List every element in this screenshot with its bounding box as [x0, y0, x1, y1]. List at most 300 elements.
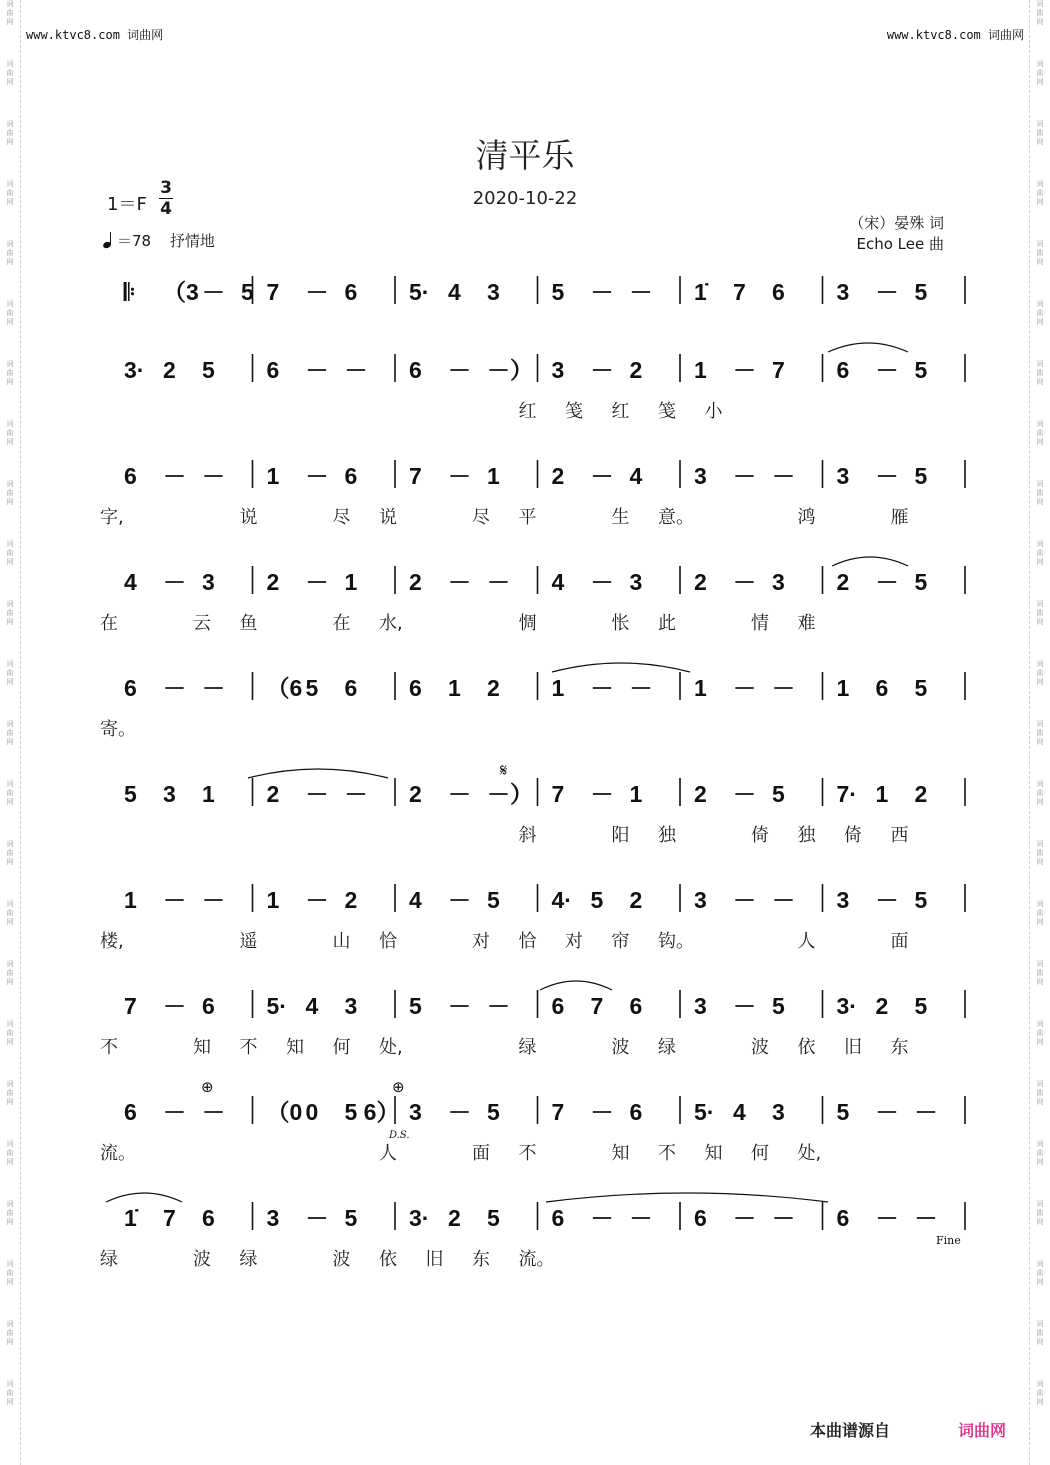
lyric-syllable: 不 — [100, 1037, 118, 1058]
jianpu-note: 7 — [551, 1099, 565, 1125]
slur-arc — [828, 343, 908, 352]
watermark-mark: 词 曲 网 — [1036, 420, 1044, 446]
jianpu-note: 4 — [409, 887, 422, 913]
jianpu-note: 2 — [875, 993, 889, 1019]
lyric-syllable: 惆 — [518, 613, 537, 634]
watermark-mark: 词 曲 网 — [6, 120, 14, 146]
watermark-mark: 词 曲 网 — [6, 660, 14, 686]
watermark-mark: 词 曲 网 — [1036, 0, 1044, 26]
composer-credit: Echo Lee 曲 — [856, 235, 944, 253]
jianpu-note: 1 — [551, 675, 565, 701]
watermark-mark: 词 曲 网 — [6, 300, 14, 326]
jianpu-note: 5 — [487, 887, 500, 913]
jianpu-note: 2 — [266, 781, 280, 807]
jianpu-note: 2 — [448, 1205, 461, 1231]
jianpu-note: 1 — [694, 675, 707, 701]
lyricist-credit: （宋）晏殊 词 — [849, 214, 944, 232]
jianpu-note: 6 — [344, 675, 358, 701]
jianpu-note: 7 — [551, 781, 565, 807]
lyric-syllable: 绿 — [518, 1037, 537, 1058]
jianpu-note: 3 — [629, 569, 643, 595]
watermark-mark: 词 曲 网 — [6, 1080, 14, 1106]
jianpu-note: － — [629, 675, 653, 701]
jianpu-note: 𝄆 — [124, 279, 136, 305]
lyric-syllable: 在 — [332, 613, 351, 634]
key-signature: 1＝F — [107, 194, 147, 215]
lyric-syllable: 钩。 — [658, 931, 694, 952]
watermark-mark: 词 曲 网 — [1036, 1260, 1044, 1286]
lyric-syllable: 倚 — [751, 825, 769, 846]
jianpu-note: 6 — [202, 1205, 215, 1231]
footer-source-label: 本曲谱源自 — [810, 1421, 891, 1440]
jianpu-note: － — [590, 675, 614, 701]
jianpu-note: 5 — [202, 357, 215, 383]
jianpu-note: 3 — [694, 887, 707, 913]
lyric-syllable: 面 — [472, 1143, 490, 1164]
watermark-mark: 词 曲 网 — [6, 1320, 14, 1346]
coda-sign: ⊕ — [392, 1078, 405, 1096]
jianpu-note: － — [305, 569, 329, 595]
watermark-mark: 词 曲 网 — [6, 1200, 14, 1226]
jianpu-note: － — [733, 887, 756, 913]
watermark-mark: 词 曲 网 — [6, 240, 14, 266]
jianpu-note: 6 — [875, 675, 889, 701]
watermark-mark: 词 曲 网 — [1036, 600, 1044, 626]
jianpu-note: 2 — [344, 887, 358, 913]
jianpu-note: 1 — [344, 569, 358, 595]
jianpu-note: 3 — [487, 279, 500, 305]
jianpu-note: － — [448, 887, 471, 913]
jianpu-note: － — [772, 675, 795, 701]
lyric-syllable: 波 — [751, 1037, 769, 1058]
jianpu-note: － — [202, 463, 225, 489]
jianpu-note: 1 — [694, 357, 707, 383]
watermark-mark: 词 曲 网 — [6, 360, 14, 386]
jianpu-note: 6 — [409, 675, 422, 701]
lyric-syllable: 东 — [890, 1037, 909, 1058]
watermark-mark: 词 曲 网 — [6, 480, 14, 506]
jianpu-note: 3 — [344, 993, 358, 1019]
jianpu-note: － — [202, 279, 225, 305]
tempo-value: ＝78 — [117, 232, 152, 250]
jianpu-note: － — [344, 357, 368, 383]
lyric-syllable: 恰 — [518, 931, 537, 952]
jianpu-note: 3 — [836, 463, 850, 489]
jianpu-note: － — [875, 887, 899, 913]
jianpu-note: 3 — [772, 569, 785, 595]
jianpu-note: 3· — [836, 993, 857, 1019]
coda-sign: ⊕ — [201, 1078, 214, 1096]
slur-arc — [832, 557, 908, 566]
lyric-syllable: 在 — [100, 613, 118, 634]
lyric-syllable: 波 — [332, 1249, 351, 1270]
jianpu-note: 3 — [694, 463, 707, 489]
jianpu-note: － — [733, 357, 756, 383]
lyric-syllable: 云 — [193, 613, 211, 634]
jianpu-note: 5 — [914, 463, 928, 489]
jianpu-note: 2 — [629, 357, 643, 383]
lyric-syllable: 情 — [751, 613, 769, 634]
jianpu-note: 2 — [487, 675, 500, 701]
lyric-syllable: 何 — [332, 1037, 351, 1058]
jianpu-note: 1̇ — [124, 1205, 137, 1231]
jianpu-note: 7 — [409, 463, 422, 489]
lyric-syllable: 独 — [658, 825, 676, 846]
watermark-mark: 词 曲 网 — [6, 60, 14, 86]
jianpu-note: － — [305, 887, 329, 913]
lyric-syllable: 不 — [239, 1037, 258, 1058]
lyric-syllable: 生 — [611, 507, 630, 528]
lyric-syllable: 说 — [239, 507, 258, 528]
lyric-syllable: 人 — [379, 1143, 397, 1164]
watermark-mark: 词 曲 网 — [6, 960, 14, 986]
song-title: 清平乐 — [475, 136, 575, 175]
lyric-syllable: 西 — [890, 825, 909, 846]
jianpu-note: 6 — [836, 357, 850, 383]
jianpu-note: 0 — [305, 1099, 319, 1125]
jianpu-note: － — [733, 781, 756, 807]
lyric-syllable: 遥 — [239, 931, 258, 952]
watermark-mark: 词 曲 网 — [1036, 1020, 1044, 1046]
fine-mark: Fine — [936, 1234, 961, 1247]
time-signature-bottom: 4 — [160, 199, 172, 219]
jianpu-note: － — [590, 781, 614, 807]
lyric-syllable: 恰 — [379, 931, 397, 952]
watermark-mark: 词 曲 网 — [6, 1260, 14, 1286]
jianpu-note: 2 — [409, 569, 422, 595]
jianpu-note: －） — [487, 357, 533, 383]
lyric-syllable: 阳 — [611, 825, 630, 846]
lyric-syllable: 不 — [518, 1143, 537, 1164]
jianpu-note: 4 — [733, 1099, 746, 1125]
jianpu-note: － — [733, 569, 756, 595]
watermark-mark: 词 曲 网 — [1036, 240, 1044, 266]
jianpu-note: 3 — [836, 279, 850, 305]
jianpu-note: － — [487, 569, 510, 595]
watermark-mark: 词 曲 网 — [6, 600, 14, 626]
watermark-mark: 词 曲 网 — [1036, 180, 1044, 206]
jianpu-note: － — [733, 463, 756, 489]
lyric-syllable: 红 — [611, 401, 630, 422]
lyric-syllable: 说 — [379, 507, 397, 528]
lyric-syllable: 波 — [611, 1037, 630, 1058]
jianpu-note: 2 — [551, 463, 565, 489]
jianpu-note: 5 6） — [344, 1099, 400, 1125]
jianpu-note: －） — [487, 781, 533, 807]
jianpu-note: 4 — [551, 569, 565, 595]
jianpu-note: 7 — [772, 357, 785, 383]
jianpu-note: 3 — [163, 781, 176, 807]
jianpu-note: 1 — [836, 675, 850, 701]
jianpu-note: － — [163, 569, 186, 595]
jianpu-note: 1 — [875, 781, 889, 807]
jianpu-note: － — [163, 463, 186, 489]
watermark-mark: 词 曲 网 — [6, 1380, 14, 1406]
jianpu-note: 6 — [124, 675, 137, 701]
jianpu-note: － — [305, 357, 329, 383]
jianpu-note: － — [733, 675, 756, 701]
slur-arc — [552, 663, 690, 672]
lyric-syllable: 怅 — [611, 613, 630, 634]
watermark-mark: 词 曲 网 — [6, 540, 14, 566]
watermark-mark: 词 曲 网 — [1036, 720, 1044, 746]
jianpu-note: 5 — [914, 279, 928, 305]
watermark-mark: 词 曲 网 — [6, 840, 14, 866]
lyric-syllable: 斜 — [518, 825, 537, 846]
jianpu-note: 5 — [241, 279, 254, 305]
slur-arc — [248, 769, 388, 778]
jianpu-note: 2 — [409, 781, 422, 807]
jianpu-note: 6 — [124, 463, 137, 489]
jianpu-note: － — [448, 781, 471, 807]
jianpu-note: 5 — [914, 569, 928, 595]
lyric-syllable: 楼, — [100, 931, 124, 952]
jianpu-note: 1 — [202, 781, 215, 807]
jianpu-note: － — [629, 279, 653, 305]
jianpu-note: 3 — [836, 887, 850, 913]
jianpu-note: 5 — [914, 887, 928, 913]
watermark-mark: 词 曲 网 — [1036, 780, 1044, 806]
watermark-mark: 词 曲 网 — [6, 420, 14, 446]
jianpu-note: 5· — [409, 279, 430, 305]
watermark-mark: 词 曲 网 — [1036, 840, 1044, 866]
jianpu-note: 7 — [266, 279, 280, 305]
jianpu-note: － — [487, 993, 510, 1019]
jianpu-note: 6 — [629, 1099, 643, 1125]
lyric-syllable: 独 — [797, 825, 816, 846]
lyric-syllable: 何 — [751, 1143, 769, 1164]
jianpu-note: 7 — [590, 993, 604, 1019]
lyric-syllable: 鱼 — [239, 613, 258, 634]
watermark-mark: 词 曲 网 — [1036, 900, 1044, 926]
tempo-expression: 抒情地 — [169, 232, 215, 250]
lyric-syllable: 旧 — [425, 1249, 444, 1270]
jianpu-note: 4· — [551, 887, 572, 913]
jianpu-note: － — [875, 357, 899, 383]
lyric-syllable: 绿 — [239, 1249, 258, 1270]
jianpu-note: － — [875, 279, 899, 305]
watermark-mark: 词 曲 网 — [1036, 1380, 1044, 1406]
jianpu-note: 5 — [914, 357, 928, 383]
jianpu-note: － — [590, 1205, 614, 1231]
jianpu-note: 5 — [305, 675, 319, 701]
jianpu-note: － — [163, 993, 186, 1019]
lyric-syllable: 流。 — [518, 1249, 555, 1270]
jianpu-note: 5 — [914, 675, 928, 701]
jianpu-note: 6 — [202, 993, 215, 1019]
watermark-mark: 词 曲 网 — [6, 720, 14, 746]
lyric-syllable: 流。 — [100, 1143, 136, 1164]
lyric-syllable: 笺 — [565, 401, 583, 422]
watermark-mark: 词 曲 网 — [6, 780, 14, 806]
jianpu-note: 5 — [409, 993, 422, 1019]
jianpu-note: 1 — [266, 463, 280, 489]
jianpu-note: 1 — [629, 781, 643, 807]
jianpu-note: － — [305, 463, 329, 489]
slur-arc — [540, 981, 612, 990]
watermark-mark: 词 曲 网 — [6, 900, 14, 926]
lyric-syllable: 难 — [797, 613, 816, 634]
jianpu-note: － — [448, 463, 471, 489]
jianpu-note: 6 — [694, 1205, 707, 1231]
lyric-syllable: 帘 — [611, 931, 630, 952]
slur-arc — [106, 1193, 182, 1202]
jianpu-note: 1 — [124, 887, 137, 913]
jianpu-note: 1 — [266, 887, 280, 913]
watermark-mark: 词 曲 网 — [1036, 60, 1044, 86]
watermark-mark: 词 曲 网 — [1036, 1140, 1044, 1166]
jianpu-note: － — [590, 279, 614, 305]
lyric-syllable: 倚 — [844, 825, 862, 846]
jianpu-note: － — [448, 1099, 471, 1125]
jianpu-note: － — [590, 357, 614, 383]
jianpu-note: 1 — [487, 463, 500, 489]
watermark-mark: 词 曲 网 — [1036, 540, 1044, 566]
jianpu-note: － — [202, 1099, 225, 1125]
jianpu-note: 2 — [163, 357, 176, 383]
lyric-syllable: 依 — [379, 1249, 397, 1270]
ds-mark: D.S. — [389, 1130, 410, 1141]
jianpu-note: 2 — [694, 781, 707, 807]
jianpu-note: （3 — [163, 279, 199, 305]
watermark-mark: 词 曲 网 — [6, 180, 14, 206]
jianpu-note: － — [772, 463, 795, 489]
jianpu-note: － — [772, 1205, 795, 1231]
jianpu-note: 6 — [124, 1099, 137, 1125]
jianpu-note: 3· — [124, 357, 145, 383]
jianpu-note: 6 — [344, 279, 358, 305]
jianpu-note: － — [590, 569, 614, 595]
jianpu-note: 5· — [694, 1099, 715, 1125]
jianpu-note: － — [305, 279, 329, 305]
header-right-url: www.ktvc8.com 词曲网 — [886, 28, 1024, 42]
jianpu-note: － — [305, 781, 329, 807]
lyric-syllable: 红 — [518, 401, 537, 422]
jianpu-note: － — [875, 569, 899, 595]
jianpu-note: 3 — [202, 569, 215, 595]
song-date: 2020-10-22 — [472, 188, 578, 209]
lyric-syllable: 平 — [518, 507, 537, 528]
lyric-syllable: 人 — [797, 931, 816, 952]
jianpu-note: － — [448, 569, 471, 595]
lyric-syllable: 雁 — [890, 507, 909, 528]
jianpu-note: 5 — [772, 781, 785, 807]
jianpu-note: － — [590, 1099, 614, 1125]
lyric-syllable: 绿 — [658, 1037, 676, 1058]
jianpu-note: 1̇ — [694, 279, 707, 305]
jianpu-note: 5 — [914, 993, 928, 1019]
jianpu-note: 5 — [551, 279, 565, 305]
jianpu-note: － — [629, 1205, 653, 1231]
lyric-syllable: 寄。 — [100, 719, 136, 740]
lyric-syllable: 知 — [193, 1037, 211, 1058]
jianpu-note: － — [914, 1205, 938, 1231]
jianpu-note: 6 — [629, 993, 643, 1019]
jianpu-note: 6 — [344, 463, 358, 489]
slur-arc — [546, 1193, 828, 1202]
jianpu-note: 5 — [772, 993, 785, 1019]
jianpu-note: 7· — [836, 781, 857, 807]
jianpu-note: － — [163, 675, 186, 701]
watermark-mark: 词 曲 网 — [6, 1140, 14, 1166]
lyric-syllable: 对 — [472, 931, 490, 952]
jianpu-note: 6 — [409, 357, 422, 383]
watermark-mark: 词 曲 网 — [1036, 1080, 1044, 1106]
jianpu-note: － — [344, 781, 368, 807]
lyric-syllable: 知 — [286, 1037, 304, 1058]
watermark-mark: 词 曲 网 — [6, 0, 14, 26]
lyric-syllable: 山 — [332, 931, 351, 952]
watermark-mark: 词 曲 网 — [1036, 960, 1044, 986]
jianpu-note: 5 — [836, 1099, 850, 1125]
watermark-mark: 词 曲 网 — [1036, 1320, 1044, 1346]
lyric-syllable: 东 — [472, 1249, 490, 1270]
lyric-syllable: 水, — [379, 613, 403, 634]
jianpu-note: － — [448, 993, 471, 1019]
jianpu-note: － — [448, 357, 471, 383]
jianpu-note: 2 — [836, 569, 850, 595]
jianpu-note: － — [875, 1205, 899, 1231]
jianpu-note: 5 — [487, 1205, 500, 1231]
lyric-syllable: 知 — [704, 1143, 723, 1164]
jianpu-note: 6 — [266, 357, 280, 383]
jianpu-note: 2 — [629, 887, 643, 913]
jianpu-note: － — [772, 887, 795, 913]
segno-sign: 𝄋 — [500, 761, 508, 781]
jianpu-note: 3 — [266, 1205, 280, 1231]
jianpu-note: － — [305, 1205, 329, 1231]
lyric-syllable: 鸿 — [797, 507, 816, 528]
lyric-syllable: 此 — [658, 613, 676, 634]
lyric-syllable: 尽 — [332, 507, 351, 528]
lyric-syllable: 笺 — [658, 401, 676, 422]
jianpu-note: 3· — [409, 1205, 430, 1231]
lyric-syllable: 处, — [379, 1037, 403, 1058]
jianpu-note: 7 — [733, 279, 746, 305]
lyric-syllable: 面 — [890, 931, 909, 952]
jianpu-note: 5 — [124, 781, 137, 807]
jianpu-note: 3 — [772, 1099, 785, 1125]
jianpu-note: 4 — [629, 463, 643, 489]
watermark-mark: 词 曲 网 — [1036, 120, 1044, 146]
jianpu-note: － — [914, 1099, 938, 1125]
lyric-syllable: 处, — [797, 1143, 822, 1164]
jianpu-note: － — [202, 887, 225, 913]
watermark-mark: 词 曲 网 — [1036, 300, 1044, 326]
jianpu-note: 1 — [448, 675, 461, 701]
jianpu-note: 7 — [124, 993, 137, 1019]
jianpu-note: － — [202, 675, 225, 701]
jianpu-note: 6 — [836, 1205, 850, 1231]
lyric-syllable: 依 — [797, 1037, 816, 1058]
jianpu-note: 6 — [772, 279, 785, 305]
jianpu-note: （0 — [266, 1099, 303, 1125]
watermark-mark: 词 曲 网 — [1036, 480, 1044, 506]
jianpu-note: 3 — [551, 357, 565, 383]
lyric-syllable: 意。 — [658, 507, 694, 528]
jianpu-note: － — [875, 463, 899, 489]
footer-source-site: 词曲网 — [958, 1421, 1007, 1440]
time-signature-top: 3 — [160, 178, 172, 198]
jianpu-note: 3 — [409, 1099, 422, 1125]
lyric-syllable: 波 — [193, 1249, 211, 1270]
jianpu-note: － — [590, 463, 614, 489]
jianpu-note: 5 — [344, 1205, 358, 1231]
jianpu-note: － — [875, 1099, 899, 1125]
jianpu-note: 4 — [305, 993, 319, 1019]
jianpu-note: 7 — [163, 1205, 176, 1231]
jianpu-note: 4 — [124, 569, 137, 595]
